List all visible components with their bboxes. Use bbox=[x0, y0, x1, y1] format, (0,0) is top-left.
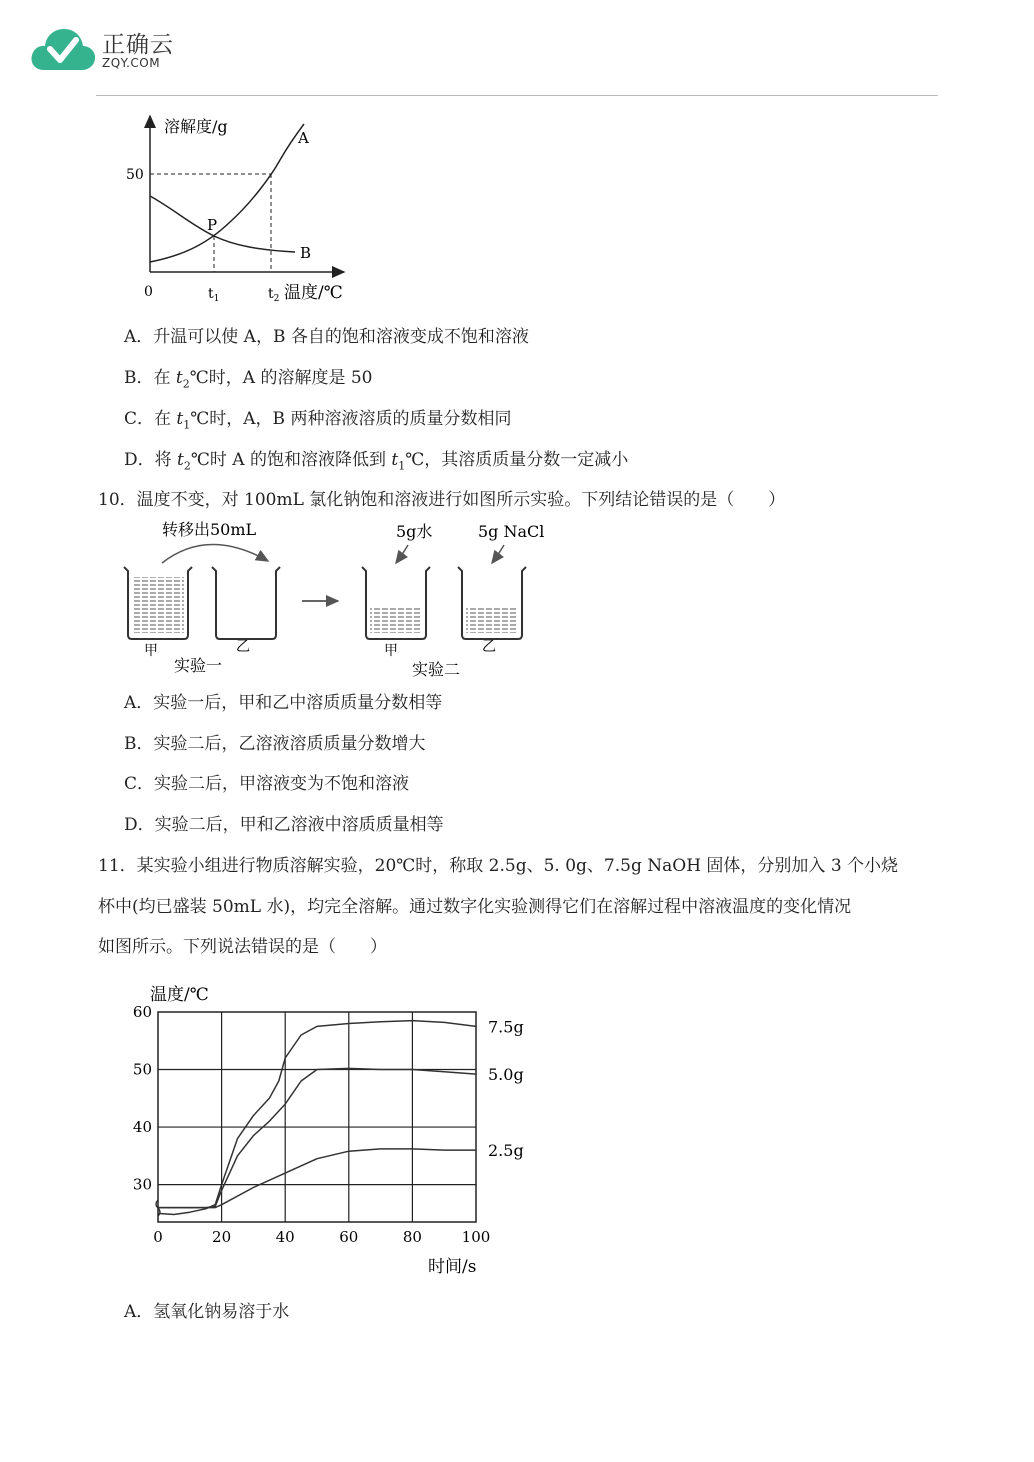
transfer-arrow bbox=[162, 544, 268, 563]
chart-y-label: 温度/℃ bbox=[150, 985, 209, 1005]
brand-name-en: ZQY.COM bbox=[102, 56, 161, 70]
beaker-4-label: 乙 bbox=[482, 639, 496, 655]
series-label-7.5g: 7.5g bbox=[488, 1017, 524, 1037]
solubility-graph bbox=[120, 108, 360, 308]
x-tick-label: 40 bbox=[275, 1228, 295, 1246]
series-label-2.5g: 2.5g bbox=[488, 1141, 524, 1161]
header-divider bbox=[96, 95, 938, 96]
curve-b-label: B bbox=[300, 244, 312, 262]
y-tick-label: 50 bbox=[132, 1060, 152, 1079]
series-line-5.0g bbox=[158, 1068, 476, 1207]
water-arrow bbox=[396, 545, 408, 563]
y-tick-label: 30 bbox=[132, 1175, 152, 1194]
curve-b bbox=[150, 196, 295, 252]
t2-label: $t_2$ bbox=[268, 286, 280, 304]
beaker-2 bbox=[212, 567, 280, 639]
brand-logo bbox=[30, 22, 200, 78]
x-tick-label: 0 bbox=[153, 1228, 163, 1246]
brand-name-cn: 正确云 bbox=[102, 32, 174, 58]
transfer-label: 转移出50mL bbox=[162, 520, 257, 539]
x-tick-label: 60 bbox=[339, 1228, 359, 1246]
q11-stem-line-2: 杯中(均已盛装 50mL 水)，均完全溶解。通过数字化实验测得它们在溶解过程中溶液温度的变化情况 bbox=[98, 897, 852, 917]
t1-label: $t_1$ bbox=[208, 286, 220, 304]
beaker-3-label: 甲 bbox=[384, 643, 398, 659]
q10-option-b: B．实验二后，乙溶液溶质质量分数增大 bbox=[124, 734, 426, 754]
q11-option-a: A．氢氧化钠易溶于水 bbox=[124, 1302, 290, 1322]
beaker-1-liquid bbox=[132, 577, 184, 633]
y-tick-label: 60 bbox=[132, 1003, 152, 1021]
series-label-5.0g: 5.0g bbox=[488, 1065, 524, 1085]
q10-option-c: C．实验二后，甲溶液变为不饱和溶液 bbox=[124, 774, 410, 794]
nacl-arrow bbox=[492, 545, 504, 563]
beaker-2-label: 乙 bbox=[236, 639, 250, 655]
y-axis-label: 溶解度/g bbox=[164, 117, 228, 136]
x-axis-label: 温度/℃ bbox=[284, 283, 343, 303]
point-p-label: P bbox=[207, 216, 218, 234]
chart-x-label: 时间/s bbox=[428, 1257, 477, 1277]
cloud-check-icon bbox=[30, 26, 96, 72]
q10-option-d: D．实验二后，甲和乙溶液中溶质质量相等 bbox=[124, 815, 444, 835]
experiment-1-label: 实验一 bbox=[174, 656, 223, 675]
series-line-7.5g bbox=[158, 1021, 476, 1215]
beaker-4-liquid bbox=[466, 607, 518, 633]
y-tick-50: 50 bbox=[126, 167, 144, 183]
x-tick-label: 100 bbox=[461, 1228, 491, 1246]
q9-option-d: D．将 $t_2℃$时 A 的饱和溶液降低到 $t_1℃$，其溶质质量分数一定减小 bbox=[124, 450, 629, 473]
q10-stem: 10．温度不变，对 100mL 氯化钠饱和溶液进行如图所示实验。下列结论错误的是（ ） bbox=[98, 490, 786, 510]
beaker-1-label: 甲 bbox=[144, 643, 158, 659]
q11-stem-line-1: 11．某实验小组进行物质溶解实验，20℃时，称取 2.5g、5. 0g、7.5g NaOH 固体，分别加入 3 个小烧 bbox=[98, 856, 899, 876]
temperature-chart bbox=[120, 978, 540, 1278]
x-tick-label: 80 bbox=[402, 1228, 422, 1246]
plot-frame bbox=[158, 1012, 476, 1222]
q10-option-a: A．实验一后，甲和乙中溶质质量分数相等 bbox=[124, 693, 443, 713]
q11-stem-line-3: 如图所示。下列说法错误的是（ ） bbox=[98, 937, 387, 957]
q9-option-a: A．升温可以使 A，B 各自的饱和溶液变成不饱和溶液 bbox=[124, 327, 529, 347]
q9-option-c: C．在 $t_1℃$时，A，B 两种溶液溶质的质量分数相同 bbox=[124, 409, 512, 432]
experiment-2-label: 实验二 bbox=[412, 660, 461, 679]
nacl-label: 5g NaCl bbox=[478, 522, 545, 541]
y-tick-label: 40 bbox=[132, 1118, 152, 1137]
series-line-2.5g bbox=[158, 1149, 476, 1208]
q9-option-b: B．在 $t_2℃$时，A 的溶解度是 50 bbox=[124, 368, 373, 391]
water-label: 5g水 bbox=[396, 522, 433, 541]
origin-label: 0 bbox=[144, 284, 153, 300]
curve-a-label: A bbox=[298, 129, 309, 147]
beaker-3-liquid bbox=[370, 607, 422, 633]
beaker-experiment-diagram bbox=[118, 515, 558, 685]
x-tick-label: 20 bbox=[212, 1228, 232, 1246]
